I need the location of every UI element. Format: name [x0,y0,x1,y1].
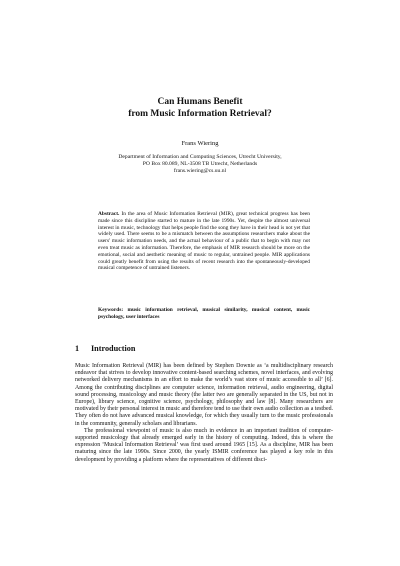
author-email: frans.wiering@cs.uu.nl [173,168,227,175]
affiliation-address: PO Box 80.089, NL-3508 TB Utrecht, Netherlands [142,161,258,168]
paper-title [0,96,400,120]
title-line-2: from Music Information Retrieval? [128,109,272,119]
abstract-text: In the area of Music Information Retrieval (MIR), great technical progress has been made since this discipline started to mature in the late 1990s. Yet, despite the almost universal interest in music, technology that helps people find the song they have in their head is not yet that widely used. There seems to be a mismatch between the assumptions researchers make about the users' music information needs, and the actual behaviour of a public that to begin with may not even treat music as information. Therefore, the emphasis of MIR research should be more on the emotional, social and aesthetic meaning of music to regular, untrained people. MIR applications could greatly benefit from using the results of recent research into the spontaneously-developed musical competence of untrained listeners. [98,211,310,272]
section-number: 1 [75,344,80,353]
author-affiliation [0,154,400,176]
title-line-1: Can Humans Benefit [157,97,243,107]
section-body [75,363,333,464]
affiliation-department: Department of Information and Computing Sciences, Utrecht University, [118,154,282,160]
section-title: Introduction [91,344,136,353]
abstract [98,211,310,272]
keywords-text: music information retrieval, musical similarity, musical content, music psychology, user interfaces [98,307,310,320]
body-paragraph: The professional viewpoint of music is also much in evidence in an important tradition of computer-supported musicology that already emerged early in the history of computing. Indeed, this is where the expression ‘Musical Information Retrieval’ was first used around 1965 [15]. As a discipline, MIR has been maturing since the late 1990s. Since 2000, the yearly ISMIR conference has played a key role in this development by providing a platform where the representatives of different disci- [75,427,333,463]
author-name: Frans Wiering [181,140,219,147]
keywords-label: Keywords: [98,307,124,313]
abstract-label: Abstract. [98,211,120,217]
body-paragraph: Music Information Retrieval (MIR) has been defined by Stephen Downie as ‘a multidisciplinary research endeavor that strives to develop innovative content-based searching schemes, novel interfaces, and evolving networked delivery mechanisms in an effort to make the world’s vast store of music accessible to all’ [6]. Among the contributing disciplines are computer science, information retrieval, audio engineering, digital sound processing, musicology and music theory (the latter two are generally separated in the US, but not in Europe), library science, cognitive science, psychology, philosophy and law [8]. Many researchers are motivated by their personal interest in music and therefore tend to use their own audio collection as a testbed. They often do not have advanced musical knowledge, for which they usually turn to the music professionals in the community, generally scholars and librarians. [75,363,333,427]
section-heading [75,344,135,354]
keywords [98,307,310,321]
